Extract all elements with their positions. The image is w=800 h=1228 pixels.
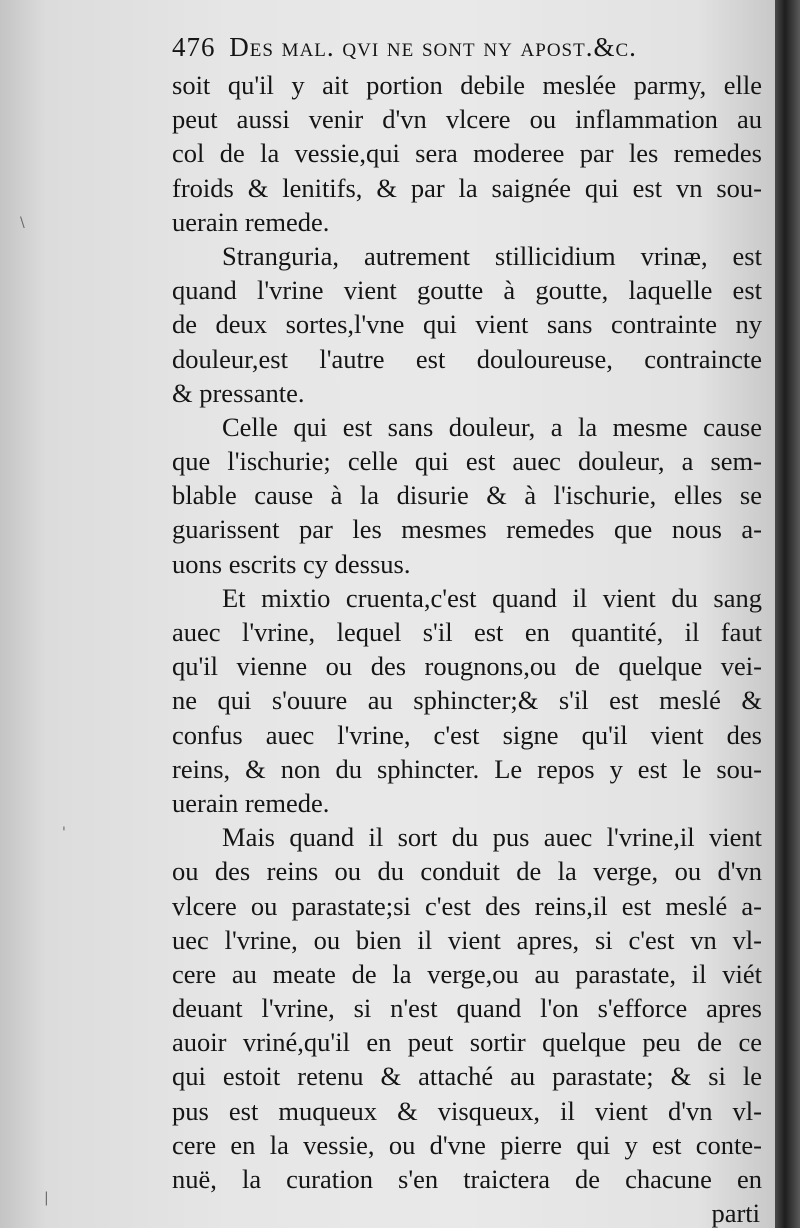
text-line: ne qui s'ouure au sphincter;& s'il est meslé & bbox=[172, 685, 762, 716]
text-line: uerain remede. bbox=[172, 206, 330, 237]
text-line: cere en la vessie, ou d'vne pierre qui y est conte- bbox=[172, 1129, 762, 1160]
text-line: peut aussi venir d'vn vlcere ou inflammation au bbox=[172, 104, 762, 135]
text-line: vlcere ou parastate;si c'est des reins,il est meslé a- bbox=[172, 890, 762, 921]
text-line: douleur,est l'autre est douloureuse, contraincte bbox=[172, 343, 762, 374]
margin-speck: | bbox=[44, 1190, 49, 1206]
text-line: qu'il vienne ou des rougnons,ou de quelque vei- bbox=[172, 651, 762, 682]
paragraph bbox=[172, 581, 762, 820]
paragraph bbox=[172, 239, 762, 410]
text-line: reins, & non du sphincter. Le repos y est le sou- bbox=[172, 753, 762, 784]
paragraph bbox=[172, 68, 762, 239]
text-line: auec l'vrine, lequel s'il est en quantité, il faut bbox=[172, 617, 762, 647]
text-line: froids & lenitifs, & par la saignée qui est vn sou- bbox=[172, 172, 762, 203]
text-line: de deux sortes,l'vne qui vient sans contrainte ny bbox=[172, 309, 762, 340]
paragraph bbox=[172, 410, 762, 581]
text-line: Stranguria, autrement stillicidium vrinæ, est bbox=[222, 240, 762, 271]
paragraph bbox=[172, 820, 762, 1196]
text-line: deuant l'vrine, si n'est quand l'on s'efforce apres bbox=[172, 993, 762, 1024]
text-line: nuë, la curation s'en traictera de chacune en bbox=[172, 1164, 762, 1194]
text-line: soit qu'il y ait portion debile meslée parmy, elle bbox=[172, 70, 762, 100]
text-line: confus auec l'vrine, c'est signe qu'il vient des bbox=[172, 719, 762, 750]
text-line: cere au meate de la verge,ou au parastate, il viét bbox=[172, 958, 762, 989]
text-line: uons escrits cy dessus. bbox=[172, 548, 411, 579]
text-line: col de la vessie,qui sera moderee par les remedes bbox=[172, 138, 762, 169]
margin-speck: \ bbox=[20, 215, 25, 231]
text-line: guarissent par les mesmes remedes que nous a- bbox=[172, 514, 762, 545]
text-line: Celle qui est sans douleur, a la mesme cause bbox=[222, 411, 762, 442]
text-line: auoir vriné,qu'il en peut sortir quelque peu de ce bbox=[172, 1027, 762, 1058]
page-number: 476 bbox=[172, 32, 216, 62]
running-title: Des mal. qvi ne sont ny apost.&c. bbox=[229, 32, 637, 62]
text-line: pus est muqueux & visqueux, il vient d'vn vl- bbox=[172, 1095, 762, 1126]
text-line: Mais quand il sort du pus auec l'vrine,il vient bbox=[222, 822, 762, 853]
catchword: parti bbox=[711, 1198, 760, 1228]
running-header bbox=[172, 30, 762, 68]
book-spine-shadow bbox=[775, 0, 800, 1228]
text-line: blable cause à la disurie & à l'ischurie, elles se bbox=[172, 480, 762, 511]
text-line: que l'ischurie; celle qui est auec douleur, a sem- bbox=[172, 446, 762, 477]
page-text bbox=[172, 30, 762, 1228]
text-line: & pressante. bbox=[172, 377, 305, 408]
text-line: uerain remede. bbox=[172, 787, 330, 818]
margin-speck: ' bbox=[62, 825, 66, 841]
text-line: uec l'vrine, ou bien il vient apres, si c'est vn vl- bbox=[172, 924, 762, 955]
text-line: ou des reins ou du conduit de la verge, ou d'vn bbox=[172, 856, 762, 887]
text-line: Et mixtio cruenta,c'est quand il vient du sang bbox=[222, 582, 762, 613]
text-line: quand l'vrine vient goutte à goutte, laquelle est bbox=[172, 275, 762, 306]
text-line: qui estoit retenu & attaché au parastate; & si le bbox=[172, 1061, 762, 1092]
